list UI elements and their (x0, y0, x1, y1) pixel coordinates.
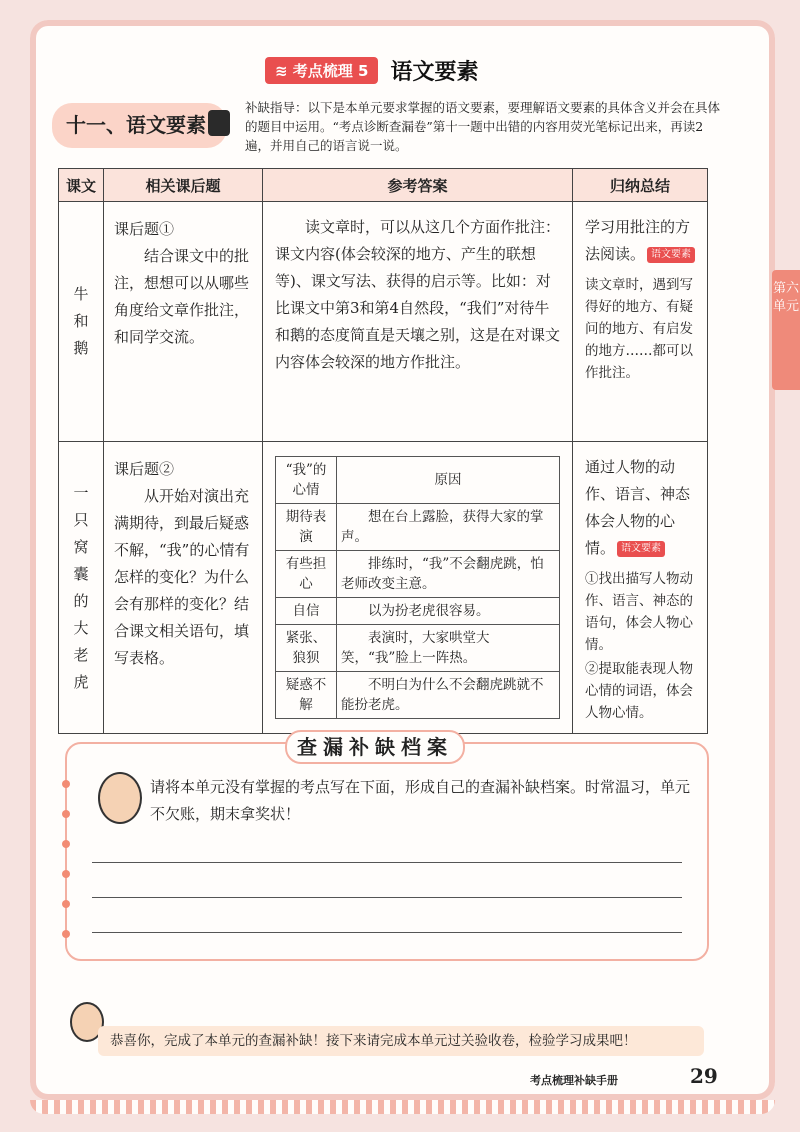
section-badge: ≋ 考点梳理 5 (265, 57, 378, 84)
decor-dot (62, 870, 70, 878)
table-header: 课文 (59, 169, 104, 202)
mood-row (276, 504, 560, 551)
reason-cell: 表演时，大家哄堂大笑，“我”脸上一阵热。 (337, 625, 560, 672)
mood-table (275, 456, 560, 719)
table-header: 相关课后题 (104, 169, 263, 202)
question-title: 课后题② (114, 460, 175, 478)
decor-dot (62, 900, 70, 908)
reason-header: 原因 (337, 457, 560, 504)
reason-cell: 排练时，“我”不会翻虎跳，怕老师改变主意。 (337, 551, 560, 598)
table-row (59, 202, 708, 442)
element-tag: 语文要素 (647, 247, 695, 263)
page-header (265, 55, 478, 86)
mood-header: “我”的心情 (276, 457, 337, 504)
page-title: 语文要素 (390, 60, 479, 85)
guide-text: 补缺指导：以下是本单元要求掌握的语文要素，要理解语文要素的具体含义并会在具体的题目中运用。“考点诊断查漏卷”第十一题中出错的内容用荧光笔标记出来，再读2遍，并用自己的语言说一说。 (245, 100, 721, 153)
summary-cell (573, 202, 708, 442)
review-box-text: 请将本单元没有掌握的考点写在下面，形成自己的查漏补缺档案。时常温习，单元不欠账，期末拿奖状！ (150, 778, 691, 823)
summary-point: ②提取能表现人物心情的词语，体会人物心情。 (585, 661, 693, 721)
writing-line[interactable] (92, 862, 682, 863)
table-header-row (59, 169, 708, 202)
reason-cell: 不明白为什么不会翻虎跳就不能扮老虎。 (337, 672, 560, 719)
summary-title: 学习用批注的方法阅读。 (585, 218, 691, 263)
mood-cell: 自信 (276, 598, 337, 625)
review-box-title: 查漏补缺档案 (285, 730, 465, 764)
summary-title: 通过人物的动作、语言、神态体会人物的心情。 (585, 458, 691, 557)
boy-avatar (98, 772, 142, 824)
writing-line[interactable] (92, 897, 682, 898)
mood-row (276, 551, 560, 598)
table-row (59, 442, 708, 734)
question-body: 结合课文中的批注，想想可以从哪些角度给文章作批注，和同学交流。 (114, 247, 250, 346)
unit-side-tab: 第六单元 (772, 270, 800, 390)
reason-cell: 想在台上露脸，获得大家的掌声。 (337, 504, 560, 551)
mood-cell: 期待表演 (276, 504, 337, 551)
mood-row (276, 598, 560, 625)
answer-cell (263, 202, 573, 442)
summary-body: 读文章时，遇到写得好的地方、有疑问的地方、有启发的地方……都可以作批注。 (585, 277, 693, 381)
book-icon (208, 110, 230, 136)
elements-table (58, 168, 708, 734)
decor-dot (62, 810, 70, 818)
page-number: 29 (690, 1064, 718, 1088)
lesson-cell (59, 202, 104, 442)
element-tag: 语文要素 (617, 541, 665, 557)
mood-row (276, 672, 560, 719)
reason-cell: 以为扮老虎很容易。 (337, 598, 560, 625)
lesson-cell (59, 442, 104, 734)
lesson-title: 一只窝囊的大老虎 (73, 483, 89, 691)
book-name: 考点梳理补缺手册 (530, 1074, 618, 1087)
decor-dot (62, 780, 70, 788)
mood-row (276, 625, 560, 672)
question-title: 课后题① (114, 220, 175, 238)
mood-cell: 疑惑不解 (276, 672, 337, 719)
answer-text: 读文章时，可以从这几个方面作批注：课文内容(体会较深的地方、产生的联想等)、课文写法、获得的启示等。比如：对比课文中第3和第4自然段，“我们”对待牛和鹅的态度简直是天壤之别，这是在对课文内容体会较深的地方作批注。 (275, 218, 561, 371)
answer-cell (263, 442, 573, 734)
summary-cell (573, 442, 708, 734)
writing-line[interactable] (92, 932, 682, 933)
mood-header-row (276, 457, 560, 504)
mood-cell: 有些担心 (276, 551, 337, 598)
bottom-decoration (30, 1100, 775, 1114)
decor-dot (62, 930, 70, 938)
mood-cell: 紧张、狼狈 (276, 625, 337, 672)
question-cell (104, 202, 263, 442)
question-cell (104, 442, 263, 734)
congrats-bar: 恭喜你，完成了本单元的查漏补缺！接下来请完成本单元过关验收卷，检验学习成果吧！ (98, 1026, 704, 1056)
decor-dot (62, 840, 70, 848)
question-body: 从开始对演出充满期待，到最后疑惑不解，“我”的心情有怎样的变化？为什么会有那样的变化？结合课文相关语句，填写表格。 (114, 487, 250, 667)
table-header: 归纳总结 (573, 169, 708, 202)
table-header: 参考答案 (263, 169, 573, 202)
summary-point: ①找出描写人物动作、语言、神态的语句，体会人物心情。 (585, 571, 693, 653)
section-title: 十一、语文要素 (52, 103, 227, 148)
lesson-title: 牛和鹅 (73, 285, 89, 357)
